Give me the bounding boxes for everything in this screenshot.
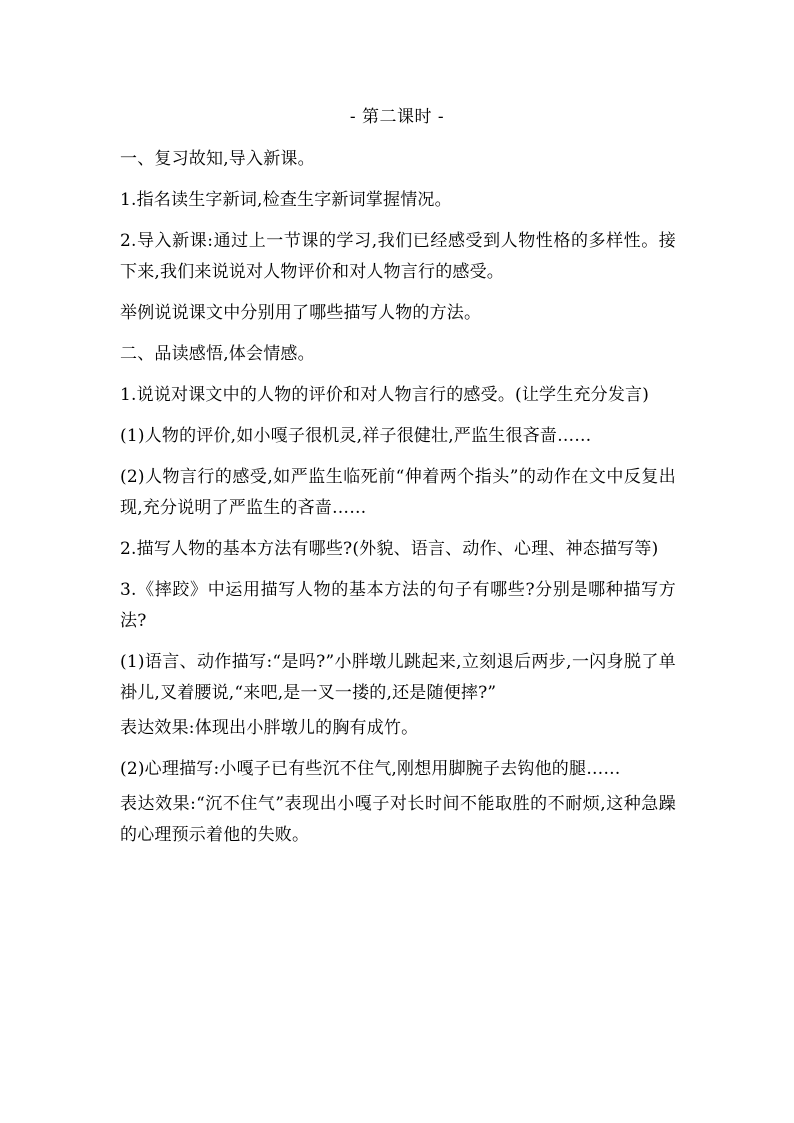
paragraph-behavior-example: (2)人物言行的感受,如严监生临死前“伸着两个指头”的动作在文中反复出现,充分说明了严监生的吝啬……: [120, 467, 676, 518]
paragraph-effect-2: 表达效果:“沉不住气”表现出小嘎子对长时间不能取胜的不耐烦,这种急躁的心理预示着他的失败。: [120, 794, 676, 845]
document-body: [120, 144, 676, 861]
paragraph-description-methods: 2.描写人物的基本方法有哪些?(外貌、语言、动作、心理、神态描写等): [120, 539, 659, 559]
paragraph-read-words: 1.指名读生字新词,检查生字新词掌握情况。: [120, 190, 452, 210]
section-heading-reading: 二、品读感悟,体会情感。: [120, 344, 315, 364]
paragraph-language-action: (1)语言、动作描写:“是吗?”小胖墩儿跳起来,立刻退后两步,一闪身脱了单褂儿,叉着腰说,“来吧,是一叉一搂的,还是随便摔?”: [120, 652, 676, 703]
paragraph-introduce-lesson: 2.导入新课:通过上一节课的学习,我们已经感受到人物性格的多样性。接下来,我们来说说对人物评价和对人物言行的感受。: [120, 231, 676, 282]
lesson-title: - 第二课时 -: [349, 107, 445, 127]
paragraph-examples: 举例说说课文中分别用了哪些描写人物的方法。: [120, 303, 482, 323]
paragraph-evaluation-example: (1)人物的评价,如小嘎子很机灵,祥子很健壮,严监生很吝啬……: [120, 426, 592, 446]
paragraph-wrestling-question: 3.《摔跤》中运用描写人物的基本方法的句子有哪些?分别是哪种描写方法?: [120, 580, 676, 631]
paragraph-character-evaluation: 1.说说对课文中的人物的评价和对人物言行的感受。(让学生充分发言): [120, 385, 650, 405]
paragraph-effect-1: 表达效果:体现出小胖墩儿的胸有成竹。: [120, 718, 419, 738]
paragraph-psychology: (2)心理描写:小嘎子已有些沉不住气,刚想用脚腕子去钩他的腿……: [120, 759, 621, 779]
section-heading-review: 一、复习故知,导入新课。: [120, 149, 315, 169]
